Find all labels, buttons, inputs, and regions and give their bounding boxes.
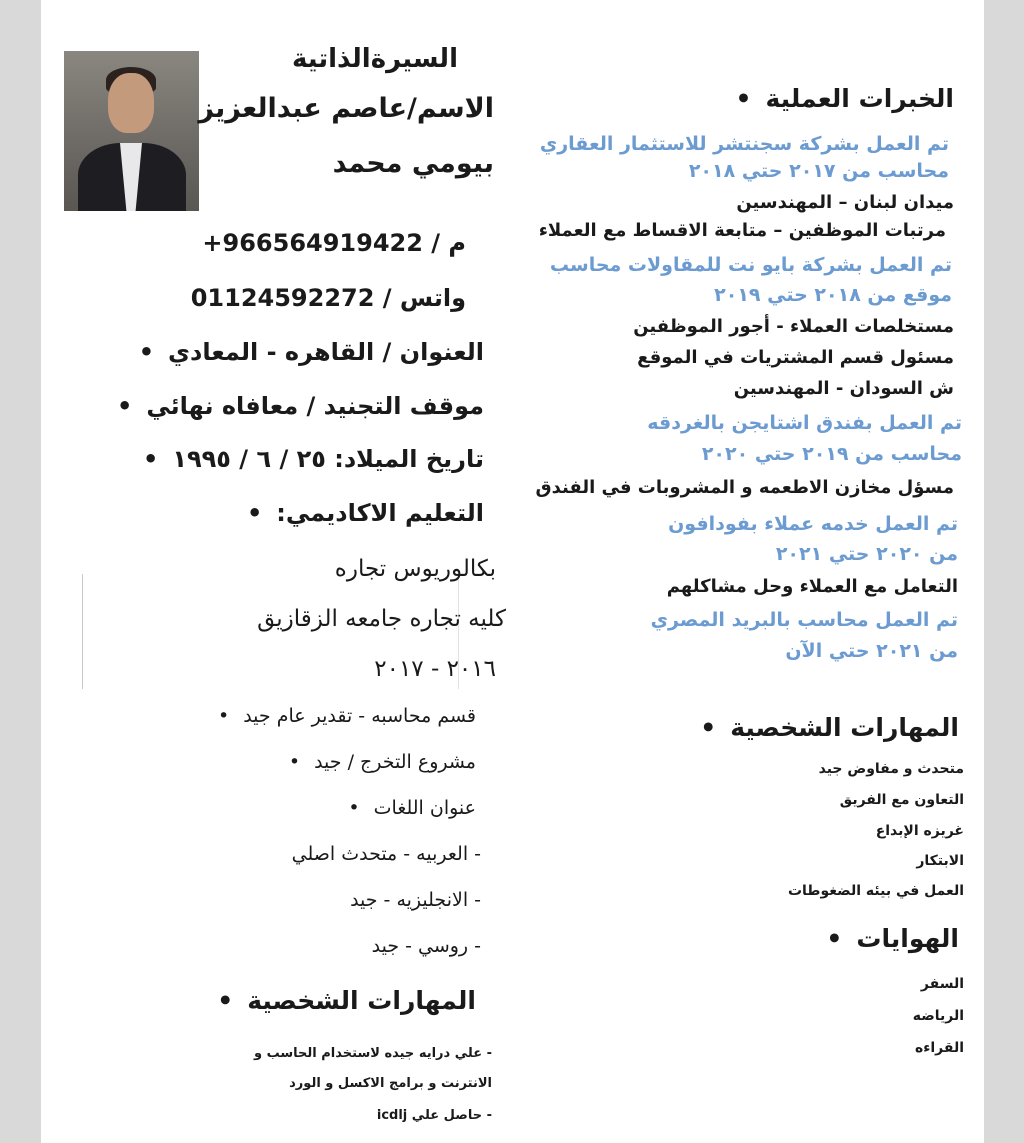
name-line-2: بيومي محمد [332,148,494,179]
experience-line: مسئول قسم المشتريات في الموقع [637,347,954,368]
personal-skill: العمل في بيئه الضغوطات [787,883,964,899]
experience-line: مرتبات الموظفين – متابعة الاقساط مع العملاء [538,220,946,241]
experience-line: محاسب من ٢٠١٧ حتي ٢٠١٨ [688,160,949,182]
experience-line: من ٢٠٢١ حتي الآن [785,640,958,662]
language-item: - العربيه - متحدث اصلي [291,843,481,865]
language-item: - الانجليزيه - جيد [350,889,481,911]
left-skill-line: - علي درايه جيده لاستخدام الحاسب و [254,1046,492,1061]
name-line-1: الاسم/عاصم عبدالعزيز [198,93,494,124]
personal-skills-heading: المهارات الشخصية • [700,713,959,742]
experience-heading: الخبرات العملية • [735,84,954,113]
birth-date: تاريخ الميلاد: ٢٥ / ٦ / ١٩٩٥ • [143,445,484,473]
personal-skill: التعاون مع الفريق [839,792,964,808]
left-skill-line: الانترنت و برامج الاكسل و الورد [289,1076,492,1091]
experience-line: تم العمل خدمه عملاء بفودافون [668,513,958,535]
phone: م / 966564919422+ [202,229,466,257]
edu-item: عنوان اللغات • [348,797,476,819]
experience-line: ميدان لبنان – المهندسين [736,192,954,213]
left-skill-line: - حاصل علي icdlj [376,1108,492,1123]
experience-line: من ٢٠٢٠ حتي ٢٠٢١ [775,543,958,565]
faculty: كليه تجاره جامعه الزقازيق [257,606,506,632]
study-years: ٢٠١٦ - ٢٠١٧ [374,656,496,682]
divider-line [82,574,83,689]
education-heading: التعليم الاكاديمي: • [247,499,484,527]
personal-skill: غريزه الإبداع [875,823,964,839]
experience-line: تم العمل بشركة سجنتشر للاستثمار العقاري [539,133,949,155]
experience-line: التعامل مع العملاء وحل مشاكلهم [666,576,958,597]
degree: بكالوريوس تجاره [334,556,496,582]
address: العنوان / القاهره - المعادي • [139,338,484,366]
hobby: القراءه [914,1040,964,1056]
experience-line: مستخلصات العملاء - أجور الموظفين [633,316,954,337]
hobby: السفر [920,976,964,992]
personal-skill: الابتكار [916,853,964,869]
edu-item: قسم محاسبه - تقدير عام جيد • [218,705,476,727]
personal-skill: متحدث و مفاوض جيد [818,761,964,777]
experience-line: تم العمل بفندق اشتايجن بالغردقه [647,412,962,434]
hobby: الرياضه [912,1008,964,1024]
cv-title: السيرةالذاتية [291,44,458,74]
experience-line: مسؤل مخازن الاطعمه و المشروبات في الفندق [535,477,954,498]
experience-line: تم العمل محاسب بالبريد المصري [650,609,958,631]
profile-photo [64,51,199,211]
military-status: موقف التجنيد / معافاه نهائي • [117,392,484,420]
edu-item: مشروع التخرج / جيد • [289,751,476,773]
experience-line: تم العمل بشركة بايو نت للمقاولات محاسب [549,254,952,276]
left-skills-heading: المهارات الشخصية • [217,986,476,1015]
experience-line: ش السودان - المهندسين [733,378,954,399]
experience-line: موقع من ٢٠١٨ حتي ٢٠١٩ [714,284,952,306]
hobbies-heading: الهوايات • [826,924,959,953]
experience-line: محاسب من ٢٠١٩ حتي ٢٠٢٠ [701,443,962,465]
language-item: - روسي - جيد [371,935,481,957]
whatsapp: واتس / 01124592272 [190,284,466,312]
